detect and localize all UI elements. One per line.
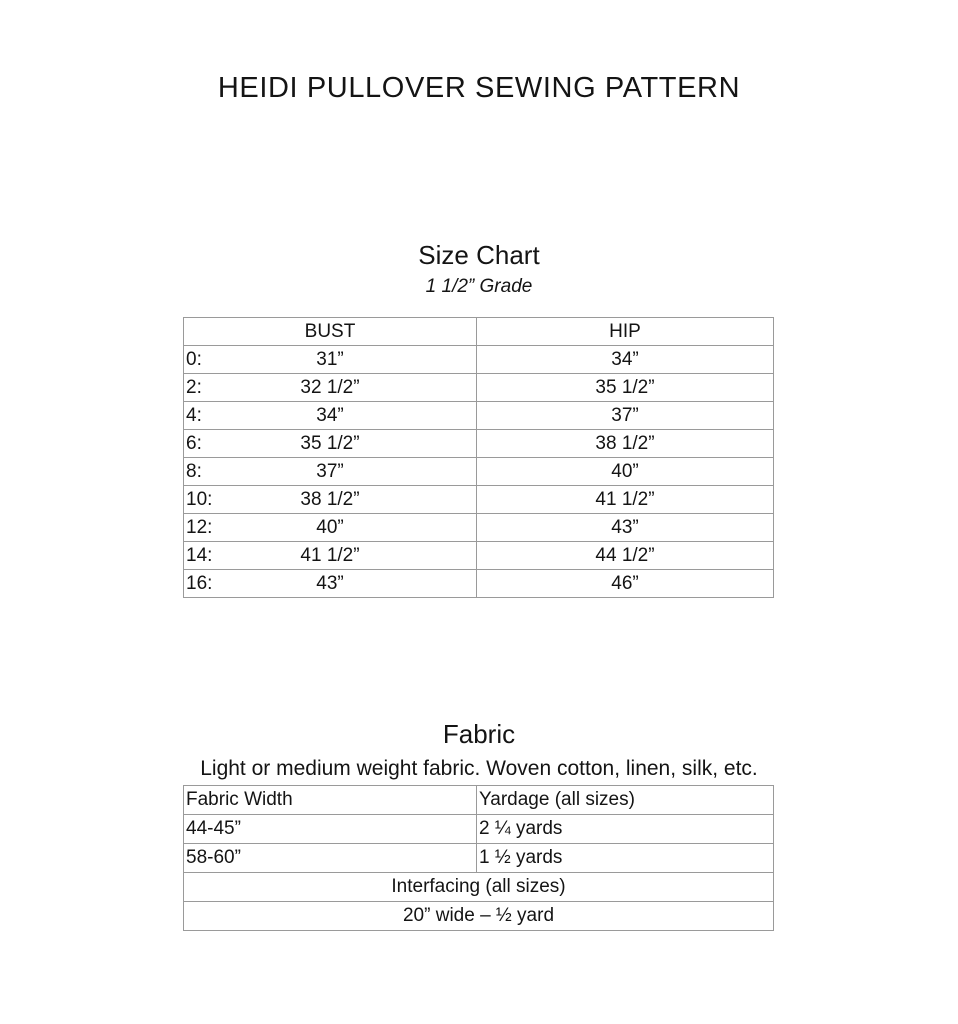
- hip-measurement: 44 1/2”: [595, 545, 655, 566]
- table-row: [184, 570, 774, 598]
- size-chart-bust-cell: [184, 374, 477, 402]
- interfacing-value-cell: 20” wide – ½ yard: [184, 902, 774, 931]
- size-chart-hip-cell: [477, 570, 774, 598]
- hip-measurement: 34”: [611, 349, 639, 370]
- table-row: [184, 902, 774, 931]
- size-chart-hip-cell: [477, 514, 774, 542]
- size-chart-bust-cell: [184, 542, 477, 570]
- table-row: [184, 542, 774, 570]
- size-chart-bust-cell: [184, 514, 477, 542]
- hip-measurement: 43”: [611, 517, 639, 538]
- size-label: 16:: [186, 573, 213, 594]
- hip-measurement: 41 1/2”: [595, 489, 655, 510]
- fabric-yardage-cell: 2 ¼ yards: [477, 815, 774, 844]
- table-row: [184, 402, 774, 430]
- hip-measurement: 46”: [611, 573, 639, 594]
- table-row: [184, 486, 774, 514]
- hip-measurement: 35 1/2”: [595, 377, 655, 398]
- table-row: [184, 374, 774, 402]
- size-chart-hip-cell: [477, 430, 774, 458]
- size-chart-bust-cell: [184, 430, 477, 458]
- table-row: [184, 458, 774, 486]
- size-chart-hip-cell: [477, 374, 774, 402]
- table-row: [184, 873, 774, 902]
- interfacing-label-cell: Interfacing (all sizes): [184, 873, 774, 902]
- size-label: 6:: [186, 433, 202, 454]
- size-chart-hip-cell: [477, 346, 774, 374]
- size-label: 10:: [186, 489, 213, 510]
- size-chart-hip-cell: [477, 486, 774, 514]
- size-chart-hip-cell: [477, 458, 774, 486]
- size-label: 4:: [186, 405, 202, 426]
- hip-measurement: 38 1/2”: [595, 433, 655, 454]
- size-chart-bust-cell: [184, 570, 477, 598]
- hip-measurement: 37”: [611, 405, 639, 426]
- size-chart-bust-cell: [184, 402, 477, 430]
- size-label: 0:: [186, 349, 202, 370]
- size-chart-bust-cell: [184, 486, 477, 514]
- size-label: 14:: [186, 545, 213, 566]
- size-label: 8:: [186, 461, 202, 482]
- table-row: [184, 815, 774, 844]
- bust-measurement: 32 1/2”: [300, 377, 360, 398]
- size-chart-hip-cell: [477, 402, 774, 430]
- table-header-row: [184, 318, 774, 346]
- bust-measurement: 40”: [316, 517, 344, 538]
- table-row: [184, 844, 774, 873]
- bust-measurement: 38 1/2”: [300, 489, 360, 510]
- size-chart-heading: Size Chart: [418, 240, 540, 270]
- hip-measurement: 40”: [611, 461, 639, 482]
- column-header-hip: HIP: [477, 318, 774, 346]
- fabric-description: Light or medium weight fabric. Woven cotton, linen, silk, etc.: [200, 757, 758, 780]
- fabric-width-cell: 58-60”: [184, 844, 477, 873]
- size-label: 2:: [186, 377, 202, 398]
- bust-measurement: 35 1/2”: [300, 433, 360, 454]
- bust-measurement: 43”: [316, 573, 344, 594]
- bust-measurement: 41 1/2”: [300, 545, 360, 566]
- fabric-heading: Fabric: [442, 719, 516, 749]
- column-header-fabric-width: Fabric Width: [184, 786, 477, 815]
- page-title: HEIDI PULLOVER SEWING PATTERN: [217, 72, 741, 104]
- fabric-yardage-cell: 1 ½ yards: [477, 844, 774, 873]
- column-header-yardage: Yardage (all sizes): [477, 786, 774, 815]
- size-chart-hip-cell: [477, 542, 774, 570]
- table-row: [184, 346, 774, 374]
- bust-measurement: 37”: [316, 461, 344, 482]
- fabric-width-cell: 44-45”: [184, 815, 477, 844]
- fabric-table: [183, 785, 774, 931]
- bust-measurement: 31”: [316, 349, 344, 370]
- size-label: 12:: [186, 517, 213, 538]
- table-header-row: [184, 786, 774, 815]
- size-chart-bust-cell: [184, 458, 477, 486]
- size-chart-table: [183, 317, 774, 598]
- bust-measurement: 34”: [316, 405, 344, 426]
- table-row: [184, 514, 774, 542]
- size-chart-subheading: 1 1/2” Grade: [425, 276, 533, 297]
- column-header-bust: BUST: [184, 318, 477, 346]
- table-row: [184, 430, 774, 458]
- size-chart-bust-cell: [184, 346, 477, 374]
